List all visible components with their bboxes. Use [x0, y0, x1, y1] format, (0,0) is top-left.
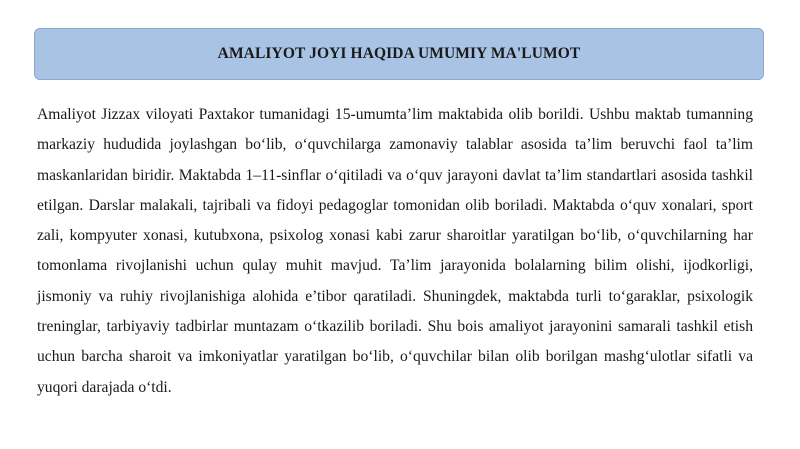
slide-title: AMALIYOT JOYI HAQIDA UMUMIY MA'LUMOT	[217, 45, 581, 62]
title-banner	[34, 28, 764, 80]
body-paragraph: Amaliyot Jizzax viloyati Paxtakor tumanidagi 15-umumta’lim maktabida olib borildi. Ushbu maktab tumanning markaziy hududida joylashgan bo‘lib, o‘quvchilarga zamonaviy talablar asosida ta’lim beruvchi faol ta’lim maskanlaridan biridir. Maktabda 1–11-sinflar o‘qitiladi va o‘quv jarayoni davlat ta’lim standartlari asosida tashkil etilgan. Darslar malakali, tajribali va fidoyi pedagoglar tomonidan olib boriladi. Maktabda o‘quv xonalari, sport zali, kompyuter xonasi, kutubxona, psixolog xonasi kabi zarur sharoitlar yaratilgan bo‘lib, o‘quvchilarning har tomonlama rivojlanishi uchun qulay muhit mavjud. Ta’lim jarayonida bolalarning bilim olishi, ijodkorligi, jismoniy va ruhiy rivojlanishiga alohida e’tibor qaratiladi. Shuningdek, maktabda turli to‘garaklar, psixologik treninglar, tarbiyaviy tadbirlar muntazam o‘tkazilib boriladi. Shu bois amaliyot jarayonini samarali tashkil etish uchun barcha sharoit va imkoniyatlar yaratilgan bo‘lib, o‘quvchilar bilan olib borilgan mashg‘ulotlar sifatli va yuqori darajada o‘tdi.	[37, 106, 753, 396]
